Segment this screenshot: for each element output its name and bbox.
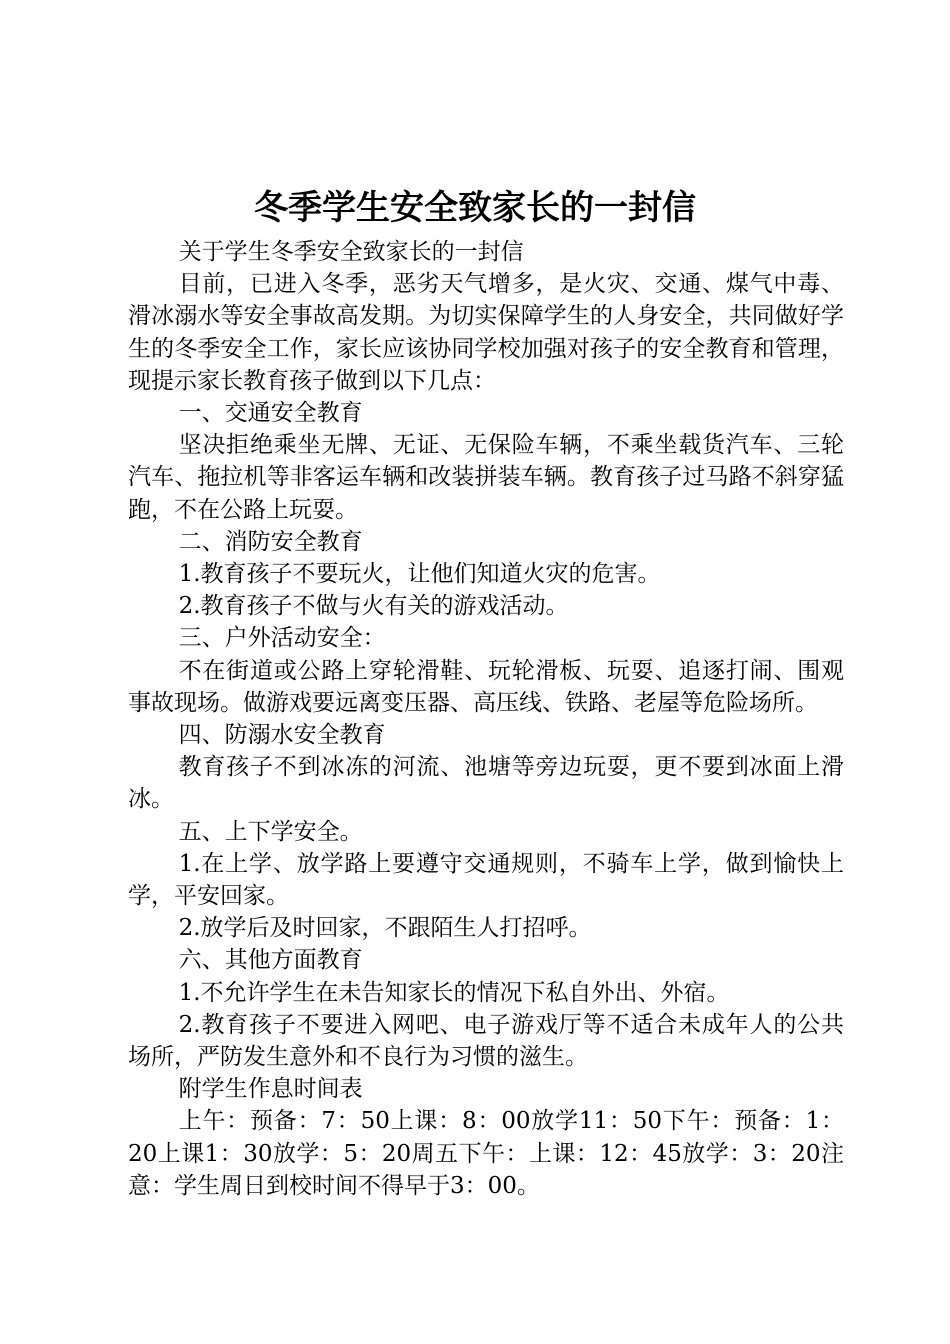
paragraph-traffic: 坚决拒绝乘坐无牌、无证、无保险车辆，不乘坐载货汽车、三轮汽车、拖拉机等非客运车辆和改装拼装车辆。教育孩子过马路不斜穿猛跑，不在公路上玩耍。 xyxy=(128,432,844,523)
paragraph-schedule: 上午：预备：7：50上课：8：00放学11：50下午：预备：1：20上课1：30放学：5：20周五下午：上课：12：45放学：3：20注意：学生周日到校时间不得早于3：00。 xyxy=(128,1108,844,1199)
document-title: 冬季学生安全致家长的一封信 xyxy=(254,188,696,228)
paragraph-fire-2: 2.教育孩子不做与火有关的游戏活动。 xyxy=(178,593,569,620)
paragraph-drowning: 教育孩子不到冰冻的河流、池塘等旁边玩耍，更不要到冰面上滑冰。 xyxy=(128,754,844,813)
section-heading-commute: 五、上下学安全。 xyxy=(178,818,363,845)
paragraph-intro: 目前，已进入冬季，恶劣天气增多，是火灾、交通、煤气中毒、滑冰溺水等安全事故高发期。为切实保障学生的人身安全，共同做好学生的冬季安全工作，家长应该协同学校加强对孩子的安全教育和管理，现提示家长教育孩子做到以下几点： xyxy=(128,271,844,394)
section-heading-schedule: 附学生作息时间表 xyxy=(178,1076,363,1103)
paragraph-other-2: 2.教育孩子不要进入网吧、电子游戏厅等不适合未成年人的公共场所，严防发生意外和不良行为习惯的滋生。 xyxy=(128,1011,844,1071)
paragraph-commute-2: 2.放学后及时回家，不跟陌生人打招呼。 xyxy=(178,915,592,942)
section-heading-outdoor: 三、户外活动安全： xyxy=(178,625,386,652)
section-heading-traffic: 一、交通安全教育 xyxy=(178,400,363,427)
paragraph-outdoor: 不在街道或公路上穿轮滑鞋、玩轮滑板、玩耍、追逐打闹、围观事故现场。做游戏要远离变压器、高压线、铁路、老屋等危险场所。 xyxy=(128,657,844,716)
section-heading-drowning: 四、防溺水安全教育 xyxy=(178,722,386,749)
section-heading-fire: 二、消防安全教育 xyxy=(178,528,363,555)
paragraph-subtitle: 关于学生冬季安全致家长的一封信 xyxy=(178,239,524,265)
paragraph-other-1: 1.不允许学生在未告知家长的情况下私自外出、外宿。 xyxy=(178,979,730,1006)
document-body xyxy=(128,236,844,1202)
section-heading-other: 六、其他方面教育 xyxy=(178,947,363,974)
paragraph-commute-1: 1.在上学、放学路上要遵守交通规则，不骑车上学，做到愉快上学，平安回家。 xyxy=(128,850,844,910)
paragraph-fire-1: 1.教育孩子不要玩火，让他们知道火灾的危害。 xyxy=(178,561,661,588)
